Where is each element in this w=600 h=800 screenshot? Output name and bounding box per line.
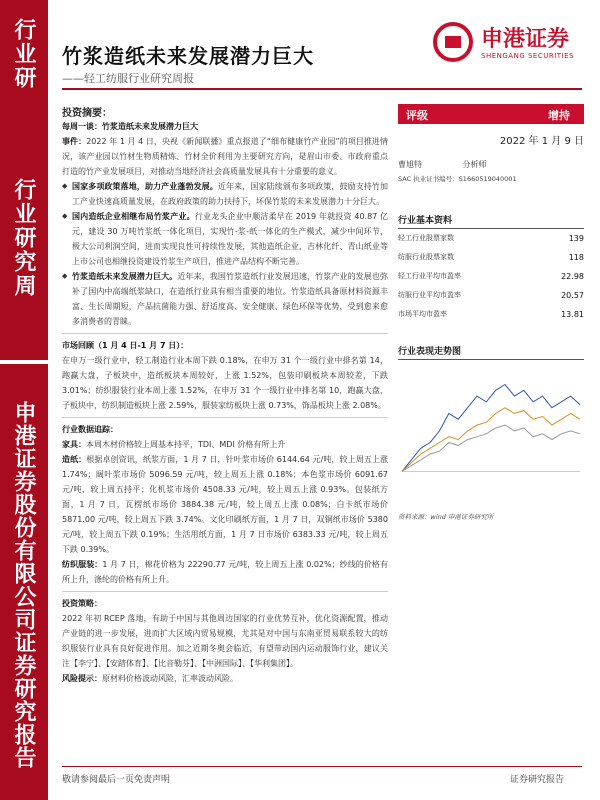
report-title: 竹浆造纸未来发展潜力巨大 (62, 44, 314, 68)
invest-strategy-title: 投资策略： (62, 599, 102, 608)
section-divider (62, 417, 388, 418)
chart-series-line-1 (402, 408, 580, 472)
logo-english: SHENGANG SECURITIES (481, 52, 574, 60)
trend-chart-title: 行业表现走势图 (398, 344, 584, 360)
abstract-title: 投资摘要： (62, 108, 112, 119)
risk-text: 原材料价格波动风险，汇率波动风险。 (102, 674, 238, 683)
paper-text: 根据卓创资讯，纸浆方面，1 月 7 日，针叶浆市场价 6144.64 元/吨，较上周五上涨 1.74%；阔叶浆市场价 5096.59 元/吨，较上周五上涨 0.18%；本色浆市场价 6091.67 元/吨，较上周五持平；化机浆市场价 4508.33 元/吨，较上周五上涨 0.93%。包装纸方面，1 月 7 日，瓦楞纸市场价 3884.38 元/吨，较上周五上涨 0.08%；白卡纸市场价 5871.00 元/吨，较上周五下跌 3.74%。文化印刷纸方面，1 月 7 日，双铜纸市场价 5380 元/吨，较上周五下跌 0.19%；生活用纸方面，1 月 7 日市场价 6383.33 元/吨，较上周五下跌 0.39%。 (62, 455, 388, 554)
footer-label: 证券研究报告 (510, 775, 565, 785)
footer-divider (62, 766, 582, 767)
bullet-potential-heading: 竹浆造纸未来发展潜力巨大。 (72, 272, 178, 281)
bullet-potential-text: 近年来，我国竹浆造纸行业发展迅速，竹浆产业的发展也弥补了国内中高端纸浆缺口，在造纸行业具有相当重要的地位。竹浆造纸具备原材料资源丰富、生长周期短，产品抗菌能力强、舒适度高、安全健康、绿色环保等优势，受到愈来愈多消费者的青睐。 (72, 272, 389, 326)
paper-label: 造纸： (62, 455, 87, 464)
risk-paragraph (62, 671, 388, 686)
main-content (62, 104, 388, 686)
basic-info-row (398, 286, 584, 305)
basic-info-table (398, 229, 584, 324)
basic-info-label: 轻工行业平均市盈率 (398, 272, 461, 280)
risk-label: 风险提示： (62, 674, 102, 683)
paper-paragraph (62, 452, 388, 557)
chart-series-line-2 (402, 425, 580, 471)
bullet-policy-heading: 国家多项政策落地，助力产业蓬勃发展。 (72, 182, 218, 191)
event-paragraph (62, 134, 388, 179)
bullet-companies (62, 209, 388, 269)
section-divider (62, 591, 388, 592)
bullet-companies-heading: 国内造纸企业相继布局竹浆产业。 (72, 212, 195, 221)
event-text: 2022 年 1 月 4 日，央视《新闻联播》重点报道了“细布健康竹产业园”的项目推进情况，该产业园以竹材生物质精炼、竹材全价利用为主要研究方向，是眉山市委、市政府重点打造的竹产业发展项目，对推动当地经济社会高质量发展具有十分重要的意义。 (62, 137, 388, 176)
sidebar-mid-label: 行业研究周 (11, 178, 37, 298)
invest-strategy-text: 2022 年初 RCEP 落地，有助于中国与其他周边国家的行业优势互补，优化资源配置，推动产业链的进一步发展，进而扩大区域内贸易规模，尤其是对中国与东南亚贸易联系较大的纺织服装行业具有良好促进作用。加之近期冬奥会临近，有望带动国内运动服饰行业，建议关注【李宁】、【安踏体育】、【比音勒芬】、【中洲国际】、【华利集团】。 (62, 614, 388, 668)
textile-label: 纺织服装： (62, 560, 103, 569)
basic-info-value: 13.81 (561, 310, 584, 319)
furniture-paragraph (62, 437, 388, 452)
bullet-policy (62, 179, 388, 209)
basic-info-label: 市场平均市盈率 (398, 310, 447, 318)
side-panel (398, 104, 584, 521)
weekly-topic: 每周一谈：竹浆造纸未来发展潜力巨大 (62, 122, 198, 131)
sidebar-divider (0, 360, 48, 364)
footer-disclaimer: 敬请参阅最后一页免责声明 (62, 775, 171, 785)
sac-number: SAC 执业证书编号：S1660519040001 (398, 175, 517, 183)
company-logo (433, 20, 583, 70)
analyst-role: 分析师 (462, 160, 487, 169)
market-review-title: 市场回顾（1 月 4 日-1 月 7 日）： (62, 341, 189, 350)
basic-info-value: 118 (568, 253, 584, 262)
logo-name: 申港证券 (481, 26, 570, 52)
data-tracking-title: 行业数据追踪： (62, 425, 118, 434)
basic-info-value: 139 (568, 234, 584, 243)
sidebar (0, 0, 48, 800)
bullet-policy-text: 近年来，国家陆续颁布多项政策，鼓励支持竹加工产业快速高质量发展，在政府政策的助力扶持下，坏保竹浆的未来发展潜力十分巨大。 (72, 182, 389, 206)
furniture-text: 本周木材价格较上周基本持平，TDI、MDI 价格有所上升 (86, 440, 286, 449)
basic-info-value: 20.57 (561, 291, 584, 300)
textile-text: 1 月 7 日，棉花价格为 22290.77 元/吨，较上周五上涨 0.02%；纱线的价格有所上升，涤纶的价格有所上升。 (62, 560, 388, 584)
sidebar-top-label: 行业研 (11, 18, 37, 90)
rating-value: 增持 (548, 109, 570, 122)
basic-info-row (398, 229, 584, 248)
basic-info-title: 行业基本资料 (398, 213, 584, 229)
rating-bar (398, 104, 584, 124)
furniture-label: 家具： (62, 440, 86, 449)
header-divider (62, 88, 582, 90)
rating-label: 评级 (406, 109, 428, 122)
basic-info-row (398, 267, 584, 286)
chart-source: 资料来源：wind 申港证券研究所 (398, 513, 494, 521)
sidebar-company-label: 申港证券股份有限公司证券研究报告 (11, 401, 37, 769)
section-divider (62, 333, 388, 334)
basic-info-label: 纺服行业平均市盈率 (398, 291, 461, 299)
report-date: 2022 年 1 月 9 日 (499, 136, 584, 147)
chart-series-line-0 (402, 385, 580, 472)
trend-chart (398, 364, 584, 504)
event-label: 事件： (62, 137, 87, 146)
textile-paragraph (62, 557, 388, 587)
report-subtitle: ——轻工纺服行业研究周报 (62, 72, 194, 85)
analyst-info (398, 159, 584, 170)
basic-info-row (398, 305, 584, 324)
logo-emblem-icon (433, 22, 473, 62)
bullet-companies-text: 行业龙头企业中顺洁柔早在 2019 年就投资 40.87 亿元，建设 30 万吨竹浆纸一体化项目，实现竹-浆-纸一体化的生产模式，减少中间环节，极大公司利润空间，进而实现良性可持续性发展，其他造纸企业，吉林化纤、青山纸业等上市公司也相继投资建设竹浆生产项目，推进产品结构不断完善。 (72, 212, 388, 266)
basic-info-value: 22.98 (561, 272, 584, 281)
market-review-text: 在申万一级行业中，轻工制造行业本周下跌 0.18%，在申万 31 个一级行业中排名第 14，跑赢大盘，子板块中，造纸板块本周较好，上涨 1.52%，包装印刷板块本周较差，下跌 3.01%；纺织服装行业本周上涨 1.52%，在申万 31 个一级行业中排名第 10，跑赢大盘，子板块中，纺织制造板块上涨 2.59%，服装家纺板块上涨 0.73%，饰品板块上涨 2.08%。 (62, 356, 388, 410)
basic-info-label: 轻工行业股票家数 (398, 234, 454, 242)
bullet-potential (62, 269, 388, 329)
analyst-name: 曹旭特 (398, 160, 422, 169)
basic-info-row (398, 248, 584, 267)
basic-info-label: 纺服行业股票家数 (398, 253, 454, 261)
